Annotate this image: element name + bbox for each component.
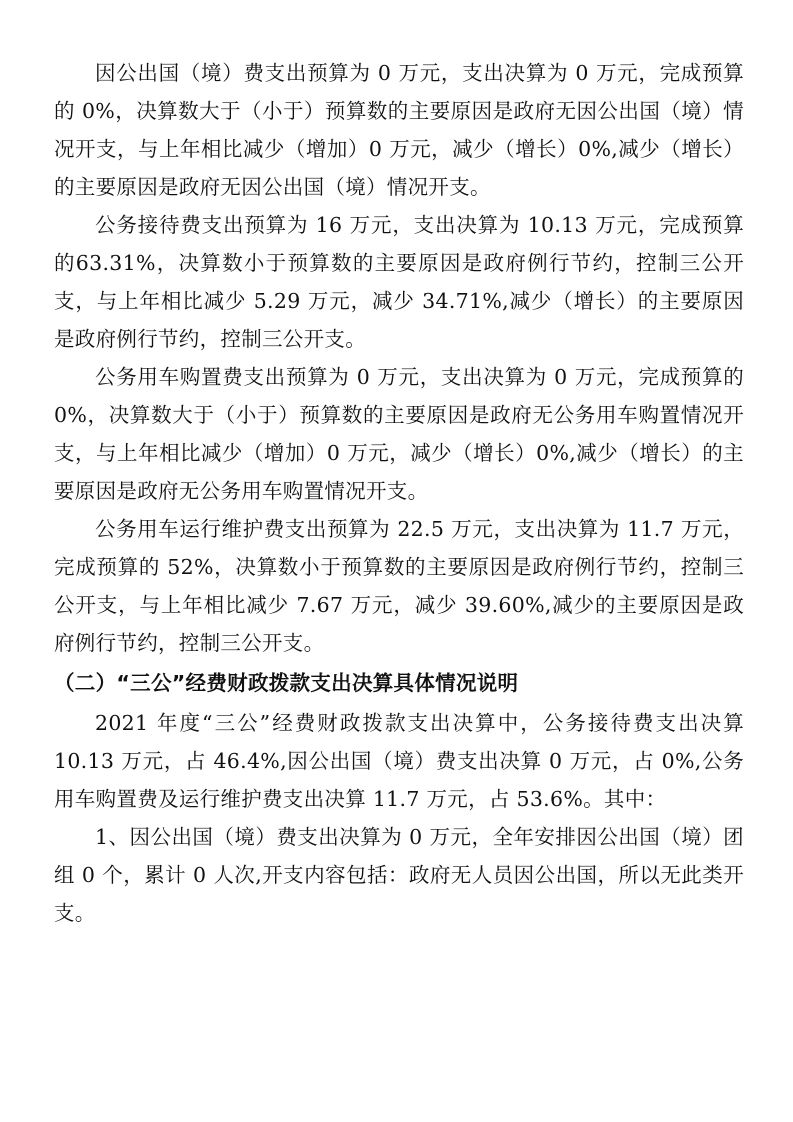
- paragraph-vehicle-purchase-expense: 公务用车购置费支出预算为 0 万元，支出决算为 0 万元，完成预算的0%，决算数大于（小于）预算数的主要原因是政府无公务用车购置情况开支，与上年相比减少（增加）0 万元，减少（增长）0%,减少（增长）的主要原因是政府无公务用车购置情况开支。: [54, 365, 744, 503]
- document-page: [54, 54, 744, 932]
- section-heading: （二）“三公”经费财政拨款支出决算具体情况说明: [54, 671, 519, 695]
- paragraph-item-1-outbound-travel: 1、因公出国（境）费支出决算为 0 万元，全年安排因公出国（境）团组 0 个，累计 0 人次,开支内容包括：政府无人员因公出国，所以无此类开支。: [54, 825, 744, 925]
- paragraph-outbound-travel-expense: 因公出国（境）费支出预算为 0 万元，支出决算为 0 万元，完成预算的 0%，决算数大于（小于）预算数的主要原因是政府无因公出国（境）情况开支，与上年相比减少（增加）0 万元，减少（增长）0%,减少（增长）的主要原因是政府无因公出国（境）情况开支。: [54, 61, 744, 199]
- paragraph-official-reception-expense: 公务接待费支出预算为 16 万元，支出决算为 10.13 万元，完成预算的63.31%，决算数小于预算数的主要原因是政府例行节约，控制三公开支，与上年相比减少 5.29 万元，减少 34.71%,减少（增长）的主要原因是政府例行节约，控制三公开支。: [54, 213, 744, 351]
- paragraph-vehicle-maintenance-expense: 公务用车运行维护费支出预算为 22.5 万元，支出决算为 11.7 万元，完成预算的 52%，决算数小于预算数的主要原因是政府例行节约，控制三公开支，与上年相比减少 7.67 万元，减少 39.60%,减少的主要原因是政府例行节约，控制三公开支。: [54, 517, 744, 655]
- paragraph-2021-summary: 2021 年度“三公”经费财政拨款支出决算中，公务接待费支出决算10.13 万元，占 46.4%,因公出国（境）费支出决算 0 万元，占 0%,公务用车购置费及运行维护费支出决算 11.7 万元，占 53.6%。其中：: [54, 711, 744, 811]
